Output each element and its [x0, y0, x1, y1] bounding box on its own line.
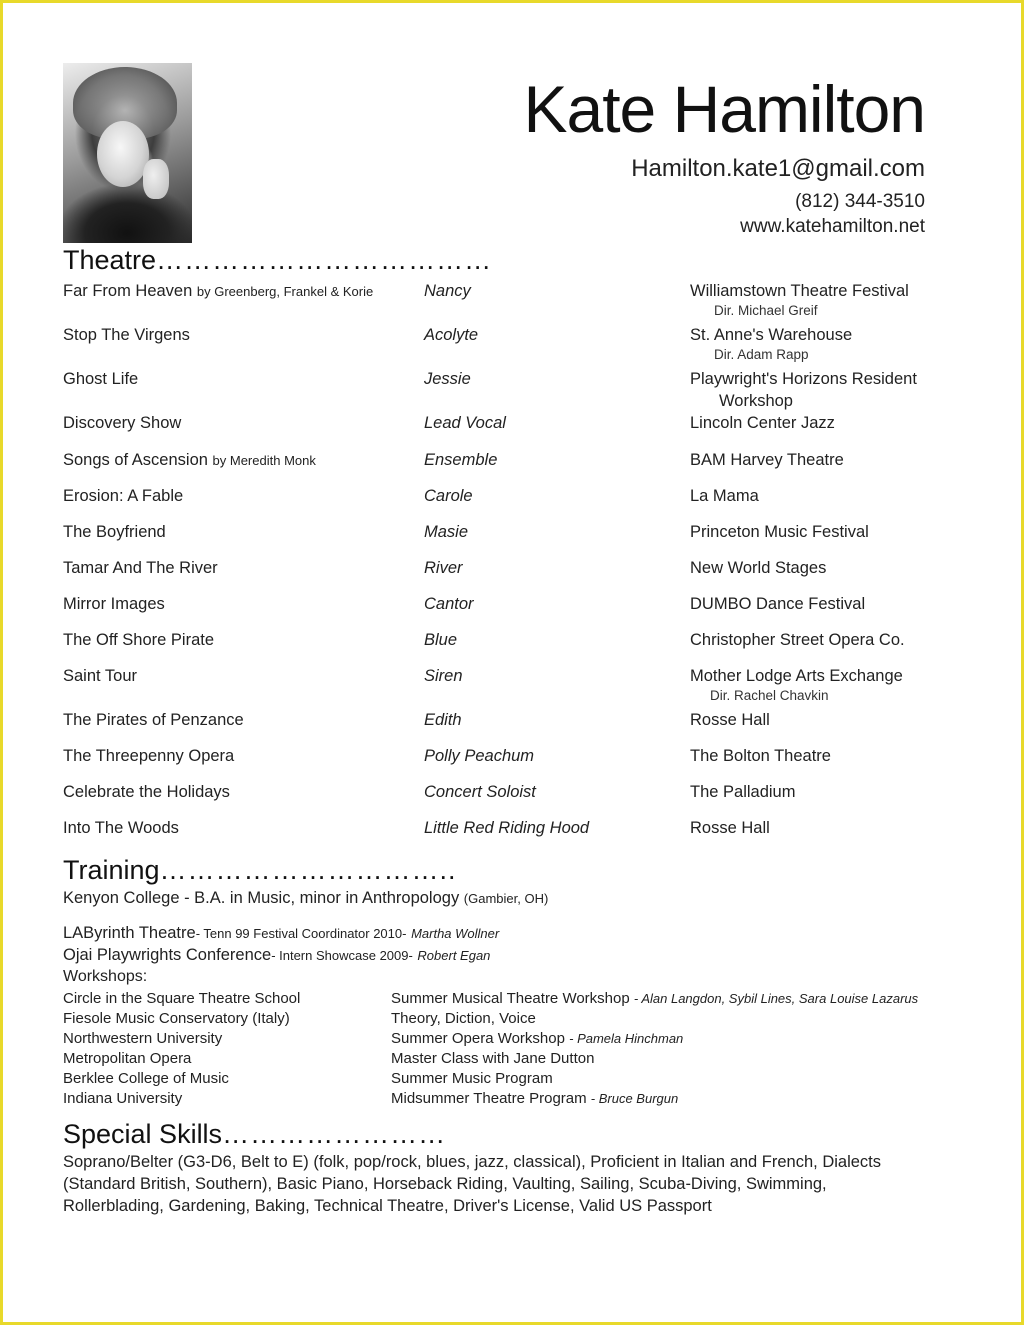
credit-role: Nancy	[424, 282, 471, 300]
credit-venue-continued: Workshop	[719, 392, 793, 410]
training-ojai	[63, 946, 490, 965]
training-labyrinth-person: Martha Wollner	[411, 926, 500, 941]
credit-venue: La Mama	[690, 487, 759, 505]
credit-role: Ensemble	[424, 451, 498, 469]
workshop-program: Master Class with Jane Dutton	[391, 1050, 595, 1067]
workshop-place: Metropolitan Opera	[63, 1050, 192, 1067]
resume-name: Kate Hamilton	[523, 72, 925, 146]
credit-show: Erosion: A Fable	[63, 487, 184, 505]
training-heading-label: Training	[63, 855, 160, 885]
skills-heading-dots: ……………………	[222, 1119, 447, 1149]
credit-role: Masie	[424, 523, 469, 541]
credit-venue: BAM Harvey Theatre	[690, 451, 844, 469]
workshop-program: Theory, Diction, Voice	[391, 1010, 536, 1027]
credit-role: Blue	[424, 631, 458, 649]
workshop-place: Indiana University	[63, 1090, 183, 1107]
credit-venue: Rosse Hall	[690, 711, 770, 729]
credit-show-authors: by Meredith Monk	[212, 453, 316, 468]
skills-heading-label: Special Skills	[63, 1119, 223, 1149]
credit-role: Edith	[424, 711, 462, 729]
credit-show: The Boyfriend	[63, 523, 166, 541]
credit-venue: Lincoln Center Jazz	[690, 414, 835, 432]
training-heading	[63, 855, 457, 886]
training-college	[63, 889, 548, 908]
credit-role: Siren	[424, 667, 463, 685]
workshop-program: Summer Music Program	[391, 1070, 553, 1087]
workshop-place: Fiesole Music Conservatory (Italy)	[63, 1010, 290, 1027]
credit-director: Dir. Michael Greif	[714, 303, 818, 318]
credit-role: River	[424, 559, 463, 577]
credit-show: The Off Shore Pirate	[63, 631, 215, 649]
credit-show	[63, 451, 316, 470]
workshop-place: Berklee College of Music	[63, 1070, 229, 1087]
training-labyrinth	[63, 924, 499, 943]
workshop-program-name: Summer Musical Theatre Workshop	[391, 990, 630, 1007]
headshot-photo	[63, 63, 192, 243]
headshot-hand	[143, 159, 169, 199]
credit-show: The Pirates of Penzance	[63, 711, 244, 729]
credit-role: Polly Peachum	[424, 747, 535, 765]
credit-role: Concert Soloist	[424, 783, 536, 801]
theatre-heading	[63, 245, 492, 276]
credit-director: Dir. Adam Rapp	[714, 347, 809, 362]
credit-role: Carole	[424, 487, 473, 505]
credit-venue: Williamstown Theatre Festival	[690, 282, 909, 300]
workshop-teacher: - Pamela Hinchman	[569, 1031, 684, 1046]
credit-venue: Princeton Music Festival	[690, 523, 869, 541]
workshop-program	[391, 1030, 683, 1047]
credit-show: Mirror Images	[63, 595, 165, 613]
contact-website[interactable]: www.katehamilton.net	[740, 216, 925, 237]
training-labyrinth-detail: - Tenn 99 Festival Coordinator 2010-	[195, 926, 407, 941]
training-heading-dots: …………………………..	[159, 855, 457, 885]
credit-show: Celebrate the Holidays	[63, 783, 230, 801]
theatre-heading-dots: ………………………………	[156, 245, 493, 275]
skills-text: Soprano/Belter (G3-D6, Belt to E) (folk, pop/rock, blues, jazz, classical), Proficient in Italian and French, Dialects (Standard British, Southern), Basic Piano, Horseback Riding, Vaulting, Sailing, Scuba-Diving, Swimming, Rollerblading, Gardening, Baking, Technical Theatre, Driver's License, Valid US Passport	[63, 1153, 882, 1215]
workshop-place: Northwestern University	[63, 1030, 223, 1047]
credit-show-title: Songs of Ascension	[63, 451, 208, 469]
credit-show: Saint Tour	[63, 667, 137, 685]
credit-show: Stop The Virgens	[63, 326, 190, 344]
credit-director: Dir. Rachel Chavkin	[710, 688, 829, 703]
training-ojai-detail: - Intern Showcase 2009-	[271, 948, 413, 963]
credit-venue: New World Stages	[690, 559, 827, 577]
workshop-place: Circle in the Square Theatre School	[63, 990, 301, 1007]
workshop-program-name: Summer Opera Workshop	[391, 1030, 565, 1047]
credit-show-title: Far From Heaven	[63, 282, 193, 300]
workshop-program	[391, 990, 918, 1007]
credit-show: Into The Woods	[63, 819, 179, 837]
contact-email[interactable]: Hamilton.kate1@gmail.com	[631, 155, 925, 182]
workshop-teacher: - Alan Langdon, Sybil Lines, Sara Louise Lazarus	[633, 991, 919, 1006]
credit-role: Lead Vocal	[424, 414, 506, 432]
training-ojai-name: Ojai Playwrights Conference	[63, 946, 272, 964]
credit-role: Acolyte	[424, 326, 479, 344]
credit-role: Little Red Riding Hood	[424, 819, 590, 837]
credit-show: The Threepenny Opera	[63, 747, 235, 765]
headshot-face	[97, 121, 149, 187]
training-labyrinth-name: LAByrinth Theatre	[63, 924, 196, 942]
credit-show: Ghost Life	[63, 370, 139, 388]
skills-heading	[63, 1119, 446, 1150]
contact-phone: (812) 344-3510	[795, 191, 925, 212]
theatre-heading-label: Theatre	[63, 245, 157, 275]
workshop-teacher: - Bruce Burgun	[590, 1091, 679, 1106]
credit-venue: Rosse Hall	[690, 819, 770, 837]
workshop-program	[391, 1090, 678, 1107]
credit-role: Jessie	[424, 370, 471, 388]
credit-venue: DUMBO Dance Festival	[690, 595, 866, 613]
workshops-label: Workshops:	[63, 968, 148, 985]
credit-show-authors: by Greenberg, Frankel & Korie	[196, 284, 374, 299]
credit-venue: Mother Lodge Arts Exchange	[690, 667, 903, 685]
credit-show: Tamar And The River	[63, 559, 218, 577]
credit-venue: Playwright's Horizons Resident	[690, 370, 917, 388]
training-college-location: (Gambier, OH)	[463, 891, 549, 906]
credit-venue: The Palladium	[690, 783, 796, 801]
workshop-program-name: Midsummer Theatre Program	[391, 1090, 587, 1107]
credit-show	[63, 282, 373, 301]
credit-venue: St. Anne's Warehouse	[690, 326, 853, 344]
credit-venue: Christopher Street Opera Co.	[690, 631, 905, 649]
credit-role: Cantor	[424, 595, 474, 613]
credit-venue: The Bolton Theatre	[690, 747, 831, 765]
credit-show: Discovery Show	[63, 414, 182, 432]
training-ojai-person: Robert Egan	[417, 948, 491, 963]
training-college-text: Kenyon College - B.A. in Music, minor in Anthropology	[63, 889, 460, 907]
